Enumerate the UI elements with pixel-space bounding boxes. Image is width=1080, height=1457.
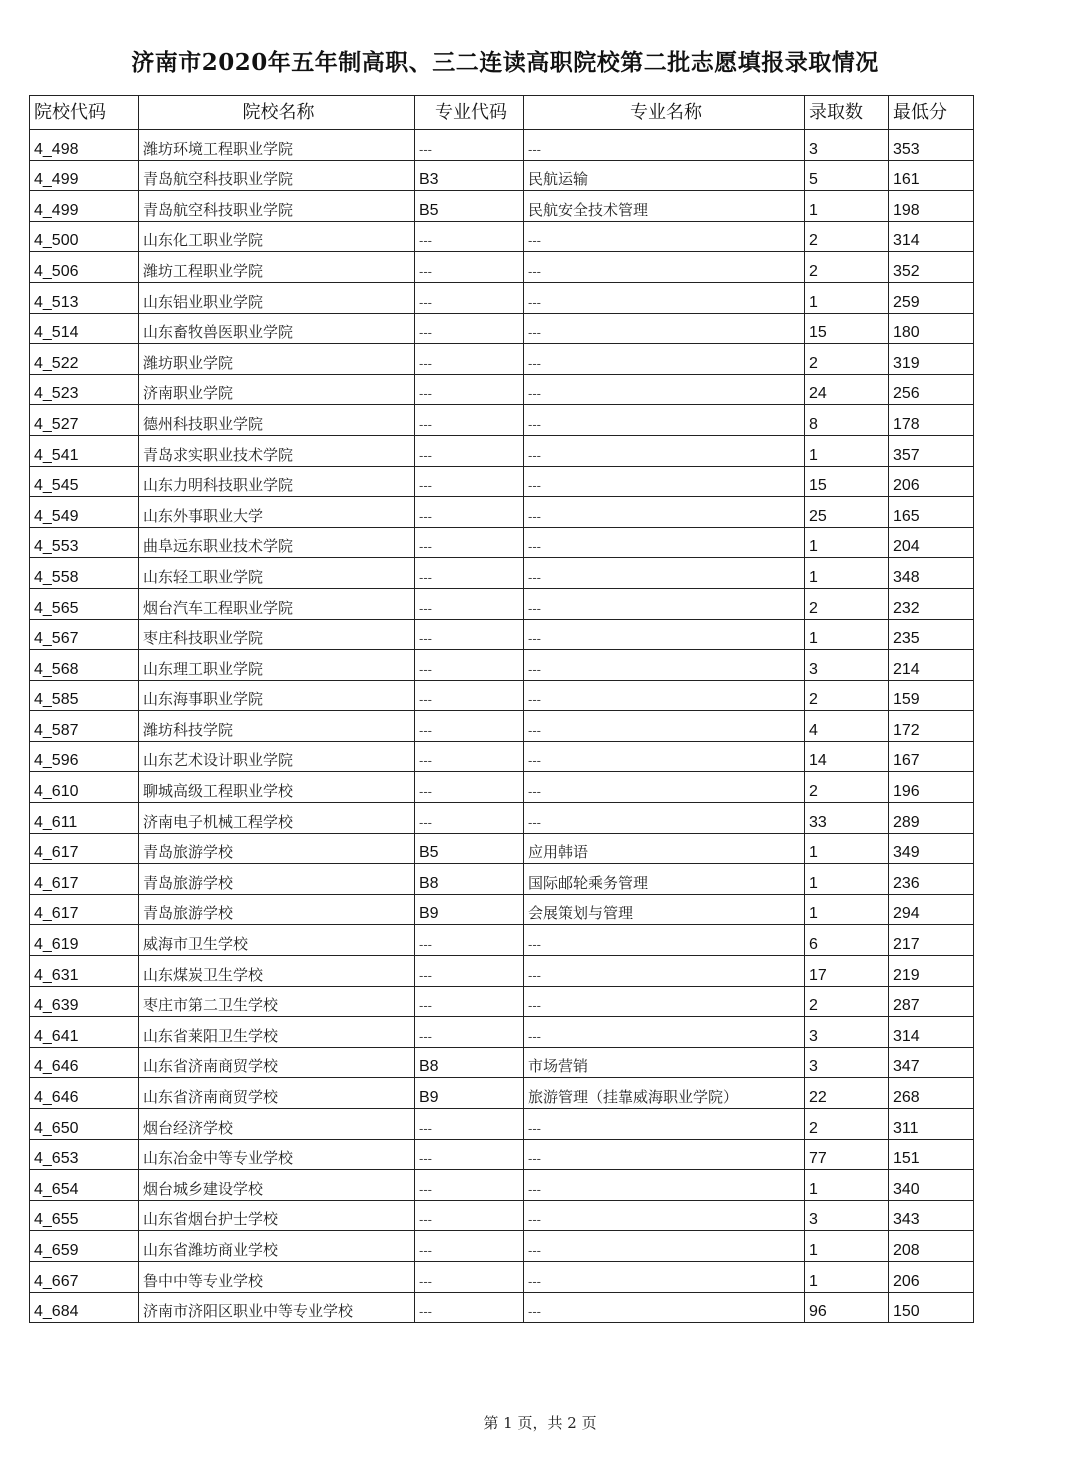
- major-code-cell: ---: [415, 803, 524, 834]
- major-name-cell: ---: [524, 772, 805, 803]
- min-score-cell: 294: [889, 894, 974, 925]
- major-name-cell: ---: [524, 1109, 805, 1140]
- min-score-cell: 204: [889, 527, 974, 558]
- table-row: [30, 864, 974, 895]
- major-name-cell: 会展策划与管理: [524, 894, 805, 925]
- school-name-cell: 烟台城乡建设学校: [139, 1170, 415, 1201]
- min-score-cell: 287: [889, 986, 974, 1017]
- table-row: [30, 344, 974, 375]
- major-name-cell: ---: [524, 558, 805, 589]
- min-score-cell: 235: [889, 619, 974, 650]
- admitted-count-cell: 2: [805, 772, 889, 803]
- major-code-cell: ---: [415, 466, 524, 497]
- admitted-count-cell: 6: [805, 925, 889, 956]
- min-score-cell: 178: [889, 405, 974, 436]
- school-code-cell: 4_514: [30, 313, 139, 344]
- school-name-cell: 山东省烟台护士学校: [139, 1200, 415, 1231]
- admitted-count-cell: 1: [805, 1231, 889, 1262]
- major-code-cell: ---: [415, 435, 524, 466]
- school-code-cell: 4_617: [30, 833, 139, 864]
- school-name-cell: 青岛航空科技职业学院: [139, 191, 415, 222]
- school-name-cell: 德州科技职业学院: [139, 405, 415, 436]
- major-name-cell: 民航安全技术管理: [524, 191, 805, 222]
- major-name-cell: ---: [524, 313, 805, 344]
- school-name-cell: 潍坊工程职业学院: [139, 252, 415, 283]
- min-score-cell: 357: [889, 435, 974, 466]
- school-name-cell: 山东理工职业学院: [139, 650, 415, 681]
- min-score-cell: 343: [889, 1200, 974, 1231]
- major-code-cell: ---: [415, 650, 524, 681]
- major-name-cell: ---: [524, 130, 805, 161]
- school-code-cell: 4_541: [30, 435, 139, 466]
- school-name-cell: 山东外事职业大学: [139, 497, 415, 528]
- school-code-cell: 4_639: [30, 986, 139, 1017]
- admitted-count-cell: 1: [805, 864, 889, 895]
- school-code-cell: 4_596: [30, 741, 139, 772]
- school-name-cell: 山东力明科技职业学院: [139, 466, 415, 497]
- min-score-cell: 314: [889, 221, 974, 252]
- school-code-cell: 4_641: [30, 1017, 139, 1048]
- major-code-cell: ---: [415, 986, 524, 1017]
- admitted-count-cell: 4: [805, 711, 889, 742]
- school-name-cell: 济南市济阳区职业中等专业学校: [139, 1292, 415, 1323]
- major-name-cell: 旅游管理（挂靠威海职业学院）: [524, 1078, 805, 1109]
- school-name-cell: 曲阜远东职业技术学院: [139, 527, 415, 558]
- min-score-cell: 314: [889, 1017, 974, 1048]
- header-min-score: 最低分: [889, 96, 974, 130]
- admitted-count-cell: 3: [805, 1017, 889, 1048]
- table-body: [30, 130, 974, 1323]
- major-code-cell: B5: [415, 191, 524, 222]
- major-name-cell: ---: [524, 466, 805, 497]
- school-name-cell: 潍坊科技学院: [139, 711, 415, 742]
- admitted-count-cell: 2: [805, 588, 889, 619]
- table-row: [30, 772, 974, 803]
- school-code-cell: 4_617: [30, 894, 139, 925]
- school-code-cell: 4_499: [30, 191, 139, 222]
- major-code-cell: ---: [415, 741, 524, 772]
- major-code-cell: ---: [415, 711, 524, 742]
- table-row: [30, 435, 974, 466]
- major-name-cell: ---: [524, 282, 805, 313]
- major-code-cell: B9: [415, 1078, 524, 1109]
- table-row: [30, 588, 974, 619]
- table-row: [30, 1170, 974, 1201]
- major-name-cell: ---: [524, 680, 805, 711]
- school-code-cell: 4_646: [30, 1078, 139, 1109]
- admitted-count-cell: 2: [805, 252, 889, 283]
- major-code-cell: ---: [415, 956, 524, 987]
- admitted-count-cell: 3: [805, 1047, 889, 1078]
- min-score-cell: 347: [889, 1047, 974, 1078]
- table-row: [30, 956, 974, 987]
- header-school-name: 院校名称: [139, 96, 415, 130]
- school-name-cell: 青岛旅游学校: [139, 864, 415, 895]
- major-name-cell: ---: [524, 435, 805, 466]
- school-code-cell: 4_655: [30, 1200, 139, 1231]
- admitted-count-cell: 1: [805, 1170, 889, 1201]
- school-name-cell: 烟台汽车工程职业学院: [139, 588, 415, 619]
- school-code-cell: 4_631: [30, 956, 139, 987]
- min-score-cell: 151: [889, 1139, 974, 1170]
- major-code-cell: B8: [415, 1047, 524, 1078]
- table-row: [30, 894, 974, 925]
- major-name-cell: ---: [524, 711, 805, 742]
- school-code-cell: 4_611: [30, 803, 139, 834]
- school-code-cell: 4_650: [30, 1109, 139, 1140]
- school-name-cell: 鲁中中等专业学校: [139, 1261, 415, 1292]
- school-code-cell: 4_553: [30, 527, 139, 558]
- major-code-cell: ---: [415, 221, 524, 252]
- major-code-cell: ---: [415, 1017, 524, 1048]
- school-name-cell: 山东省潍坊商业学校: [139, 1231, 415, 1262]
- school-code-cell: 4_610: [30, 772, 139, 803]
- major-name-cell: ---: [524, 252, 805, 283]
- school-code-cell: 4_499: [30, 160, 139, 191]
- table-row: [30, 527, 974, 558]
- header-major-name: 专业名称: [524, 96, 805, 130]
- major-name-cell: ---: [524, 650, 805, 681]
- school-code-cell: 4_523: [30, 374, 139, 405]
- major-name-cell: ---: [524, 619, 805, 650]
- school-code-cell: 4_585: [30, 680, 139, 711]
- admitted-count-cell: 1: [805, 282, 889, 313]
- school-name-cell: 山东冶金中等专业学校: [139, 1139, 415, 1170]
- school-name-cell: 聊城高级工程职业学校: [139, 772, 415, 803]
- table-row: [30, 1078, 974, 1109]
- min-score-cell: 236: [889, 864, 974, 895]
- table-row: [30, 191, 974, 222]
- table-row: [30, 252, 974, 283]
- table-row: [30, 497, 974, 528]
- admitted-count-cell: 3: [805, 650, 889, 681]
- major-code-cell: ---: [415, 344, 524, 375]
- school-name-cell: 济南职业学院: [139, 374, 415, 405]
- major-name-cell: ---: [524, 527, 805, 558]
- table-row: [30, 741, 974, 772]
- table-row: [30, 1139, 974, 1170]
- table-row: [30, 833, 974, 864]
- major-name-cell: ---: [524, 588, 805, 619]
- admitted-count-cell: 2: [805, 680, 889, 711]
- school-name-cell: 枣庄科技职业学院: [139, 619, 415, 650]
- major-code-cell: ---: [415, 130, 524, 161]
- major-code-cell: ---: [415, 1231, 524, 1262]
- major-name-cell: 国际邮轮乘务管理: [524, 864, 805, 895]
- page-title: 济南市2020年五年制高职、三二连读高职院校第二批志愿填报录取情况: [131, 49, 879, 76]
- major-code-cell: ---: [415, 558, 524, 589]
- school-name-cell: 烟台经济学校: [139, 1109, 415, 1140]
- admitted-count-cell: 1: [805, 527, 889, 558]
- major-name-cell: ---: [524, 1231, 805, 1262]
- major-name-cell: ---: [524, 374, 805, 405]
- table-row: [30, 221, 974, 252]
- school-code-cell: 4_558: [30, 558, 139, 589]
- table-row: [30, 1017, 974, 1048]
- school-name-cell: 山东省济南商贸学校: [139, 1047, 415, 1078]
- min-score-cell: 214: [889, 650, 974, 681]
- major-name-cell: 市场营销: [524, 1047, 805, 1078]
- min-score-cell: 256: [889, 374, 974, 405]
- school-name-cell: 山东畜牧兽医职业学院: [139, 313, 415, 344]
- admitted-count-cell: 1: [805, 894, 889, 925]
- table-row: [30, 986, 974, 1017]
- school-name-cell: 济南电子机械工程学校: [139, 803, 415, 834]
- admitted-count-cell: 1: [805, 435, 889, 466]
- min-score-cell: 180: [889, 313, 974, 344]
- major-name-cell: ---: [524, 344, 805, 375]
- admitted-count-cell: 33: [805, 803, 889, 834]
- admitted-count-cell: 2: [805, 986, 889, 1017]
- school-code-cell: 4_659: [30, 1231, 139, 1262]
- table-row: [30, 1292, 974, 1323]
- major-code-cell: ---: [415, 527, 524, 558]
- admitted-count-cell: 24: [805, 374, 889, 405]
- admitted-count-cell: 2: [805, 221, 889, 252]
- major-name-cell: ---: [524, 405, 805, 436]
- school-name-cell: 潍坊职业学院: [139, 344, 415, 375]
- admitted-count-cell: 17: [805, 956, 889, 987]
- admitted-count-cell: 3: [805, 1200, 889, 1231]
- major-name-cell: ---: [524, 956, 805, 987]
- school-code-cell: 4_667: [30, 1261, 139, 1292]
- major-name-cell: ---: [524, 803, 805, 834]
- major-name-cell: 民航运输: [524, 160, 805, 191]
- school-code-cell: 4_506: [30, 252, 139, 283]
- school-name-cell: 青岛旅游学校: [139, 833, 415, 864]
- school-code-cell: 4_568: [30, 650, 139, 681]
- table-row: [30, 1200, 974, 1231]
- header-school-code: 院校代码: [30, 96, 139, 130]
- school-code-cell: 4_545: [30, 466, 139, 497]
- header-admitted-count: 录取数: [805, 96, 889, 130]
- school-name-cell: 山东煤炭卫生学校: [139, 956, 415, 987]
- min-score-cell: 349: [889, 833, 974, 864]
- table-row: [30, 925, 974, 956]
- min-score-cell: 289: [889, 803, 974, 834]
- admitted-count-cell: 1: [805, 1261, 889, 1292]
- min-score-cell: 353: [889, 130, 974, 161]
- min-score-cell: 206: [889, 1261, 974, 1292]
- major-code-cell: ---: [415, 1200, 524, 1231]
- table-row: [30, 711, 974, 742]
- table-row: [30, 466, 974, 497]
- min-score-cell: 167: [889, 741, 974, 772]
- major-name-cell: ---: [524, 1261, 805, 1292]
- major-name-cell: 应用韩语: [524, 833, 805, 864]
- min-score-cell: 159: [889, 680, 974, 711]
- min-score-cell: 352: [889, 252, 974, 283]
- header-major-code: 专业代码: [415, 96, 524, 130]
- school-code-cell: 4_617: [30, 864, 139, 895]
- school-code-cell: 4_513: [30, 282, 139, 313]
- min-score-cell: 232: [889, 588, 974, 619]
- major-code-cell: B9: [415, 894, 524, 925]
- table-header-row: [30, 96, 974, 130]
- major-code-cell: B8: [415, 864, 524, 895]
- major-code-cell: ---: [415, 680, 524, 711]
- major-code-cell: ---: [415, 1139, 524, 1170]
- school-code-cell: 4_587: [30, 711, 139, 742]
- admitted-count-cell: 1: [805, 558, 889, 589]
- major-name-cell: ---: [524, 1170, 805, 1201]
- school-name-cell: 青岛航空科技职业学院: [139, 160, 415, 191]
- table-row: [30, 374, 974, 405]
- table-row: [30, 160, 974, 191]
- major-code-cell: ---: [415, 1292, 524, 1323]
- min-score-cell: 198: [889, 191, 974, 222]
- school-name-cell: 青岛求实职业技术学院: [139, 435, 415, 466]
- admitted-count-cell: 1: [805, 833, 889, 864]
- major-code-cell: ---: [415, 588, 524, 619]
- school-code-cell: 4_653: [30, 1139, 139, 1170]
- major-name-cell: ---: [524, 986, 805, 1017]
- admitted-count-cell: 2: [805, 1109, 889, 1140]
- min-score-cell: 217: [889, 925, 974, 956]
- admitted-count-cell: 8: [805, 405, 889, 436]
- admitted-count-cell: 96: [805, 1292, 889, 1323]
- major-name-cell: ---: [524, 221, 805, 252]
- major-name-cell: ---: [524, 741, 805, 772]
- table-row: [30, 1231, 974, 1262]
- table-row: [30, 558, 974, 589]
- admitted-count-cell: 25: [805, 497, 889, 528]
- major-code-cell: ---: [415, 619, 524, 650]
- table-row: [30, 313, 974, 344]
- school-code-cell: 4_527: [30, 405, 139, 436]
- min-score-cell: 206: [889, 466, 974, 497]
- major-code-cell: ---: [415, 1109, 524, 1140]
- min-score-cell: 319: [889, 344, 974, 375]
- school-code-cell: 4_500: [30, 221, 139, 252]
- admitted-count-cell: 1: [805, 191, 889, 222]
- table-row: [30, 405, 974, 436]
- school-name-cell: 潍坊环境工程职业学院: [139, 130, 415, 161]
- table-row: [30, 130, 974, 161]
- major-code-cell: ---: [415, 772, 524, 803]
- min-score-cell: 268: [889, 1078, 974, 1109]
- school-name-cell: 青岛旅游学校: [139, 894, 415, 925]
- admitted-count-cell: 77: [805, 1139, 889, 1170]
- school-code-cell: 4_565: [30, 588, 139, 619]
- major-name-cell: ---: [524, 925, 805, 956]
- table-row: [30, 1109, 974, 1140]
- major-code-cell: B5: [415, 833, 524, 864]
- min-score-cell: 150: [889, 1292, 974, 1323]
- major-name-cell: ---: [524, 1292, 805, 1323]
- min-score-cell: 348: [889, 558, 974, 589]
- admitted-count-cell: 1: [805, 619, 889, 650]
- min-score-cell: 172: [889, 711, 974, 742]
- table-row: [30, 1047, 974, 1078]
- admitted-count-cell: 3: [805, 130, 889, 161]
- table-row: [30, 619, 974, 650]
- school-name-cell: 威海市卫生学校: [139, 925, 415, 956]
- school-code-cell: 4_646: [30, 1047, 139, 1078]
- major-code-cell: B3: [415, 160, 524, 191]
- major-name-cell: ---: [524, 1139, 805, 1170]
- admission-table: [29, 95, 974, 1323]
- min-score-cell: 161: [889, 160, 974, 191]
- table-row: [30, 803, 974, 834]
- major-code-cell: ---: [415, 497, 524, 528]
- major-name-cell: ---: [524, 1017, 805, 1048]
- admitted-count-cell: 22: [805, 1078, 889, 1109]
- major-code-cell: ---: [415, 1261, 524, 1292]
- min-score-cell: 259: [889, 282, 974, 313]
- major-code-cell: ---: [415, 313, 524, 344]
- school-name-cell: 山东艺术设计职业学院: [139, 741, 415, 772]
- school-code-cell: 4_549: [30, 497, 139, 528]
- min-score-cell: 208: [889, 1231, 974, 1262]
- table-row: [30, 680, 974, 711]
- admitted-count-cell: 15: [805, 466, 889, 497]
- page-footer: 第 1 页，共 2 页: [483, 1414, 597, 1432]
- min-score-cell: 311: [889, 1109, 974, 1140]
- school-code-cell: 4_654: [30, 1170, 139, 1201]
- admitted-count-cell: 15: [805, 313, 889, 344]
- school-code-cell: 4_522: [30, 344, 139, 375]
- major-code-cell: ---: [415, 282, 524, 313]
- admitted-count-cell: 2: [805, 344, 889, 375]
- min-score-cell: 219: [889, 956, 974, 987]
- admitted-count-cell: 5: [805, 160, 889, 191]
- school-code-cell: 4_498: [30, 130, 139, 161]
- min-score-cell: 196: [889, 772, 974, 803]
- school-name-cell: 山东海事职业学院: [139, 680, 415, 711]
- school-code-cell: 4_567: [30, 619, 139, 650]
- major-code-cell: ---: [415, 374, 524, 405]
- min-score-cell: 165: [889, 497, 974, 528]
- min-score-cell: 340: [889, 1170, 974, 1201]
- major-code-cell: ---: [415, 252, 524, 283]
- school-name-cell: 山东省济南商贸学校: [139, 1078, 415, 1109]
- school-name-cell: 枣庄市第二卫生学校: [139, 986, 415, 1017]
- admitted-count-cell: 14: [805, 741, 889, 772]
- major-name-cell: ---: [524, 1200, 805, 1231]
- school-name-cell: 山东铝业职业学院: [139, 282, 415, 313]
- school-name-cell: 山东省莱阳卫生学校: [139, 1017, 415, 1048]
- school-code-cell: 4_619: [30, 925, 139, 956]
- table-row: [30, 282, 974, 313]
- school-name-cell: 山东轻工职业学院: [139, 558, 415, 589]
- school-name-cell: 山东化工职业学院: [139, 221, 415, 252]
- table-row: [30, 650, 974, 681]
- major-code-cell: ---: [415, 1170, 524, 1201]
- major-code-cell: ---: [415, 405, 524, 436]
- table-row: [30, 1261, 974, 1292]
- major-name-cell: ---: [524, 497, 805, 528]
- school-code-cell: 4_684: [30, 1292, 139, 1323]
- major-code-cell: ---: [415, 925, 524, 956]
